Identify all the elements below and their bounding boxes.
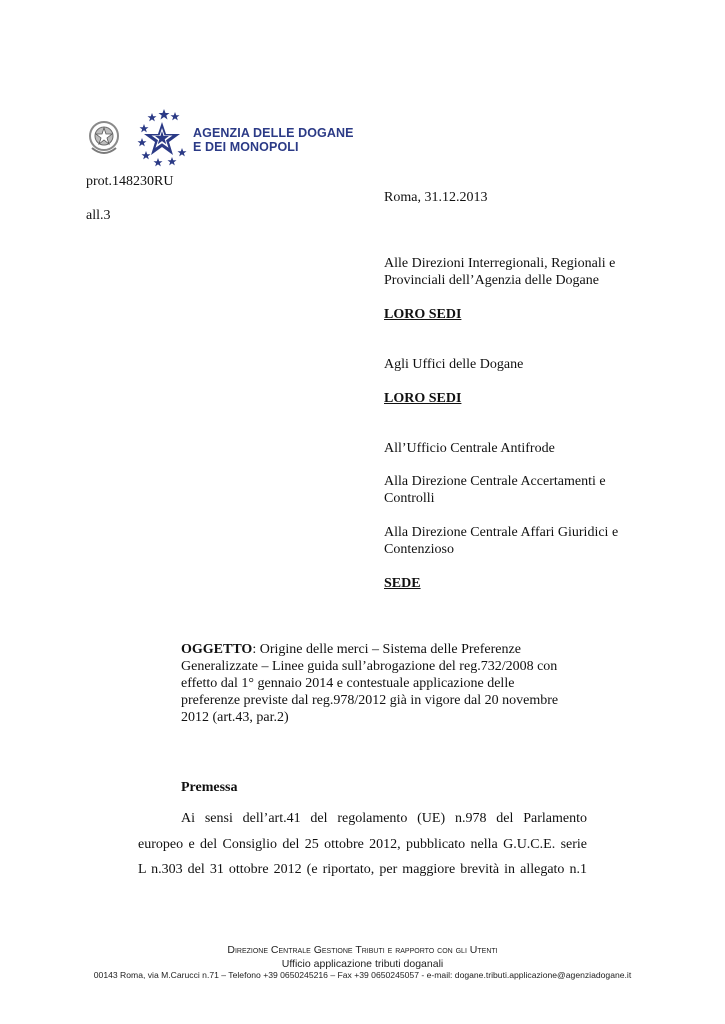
recipient-3-line1: All’Ufficio Centrale Antifrode	[384, 441, 555, 456]
subject-line4: preferenze previste dal reg.978/2012 già in vigore dal 20 novembre	[181, 693, 559, 708]
recipient-5-line1: Alla Direzione Centrale Affari Giuridici e	[384, 525, 619, 540]
subject-block	[181, 641, 591, 726]
footer-office: Ufficio applicazione tributi doganali	[281, 958, 444, 970]
recipient-4	[384, 473, 644, 507]
star-logo-icon	[134, 106, 190, 168]
subject-line1: : Origine delle merci – Sistema delle Preferenze	[252, 642, 521, 657]
agency-name-line1: AGENZIA DELLE DOGANE	[193, 126, 354, 140]
recipient-5-line2: Contenzioso	[384, 542, 454, 557]
recipient-2-sede: LORO SEDI	[384, 391, 462, 406]
subject-line5: 2012 (art.43, par.2)	[181, 710, 289, 725]
footer-contacts: 00143 Roma, via M.Carucci n.71 – Telefono +39 0650245216 – Fax +39 0650245057 - e-mail: dogane.tributi.applicazione@agenziadogane.it	[93, 970, 632, 980]
paragraph-1-line2: europeo e del Consiglio del 25 ottobre 2012, pubblicato nella G.U.C.E. serie	[138, 836, 587, 852]
recipient-1-sede: LORO SEDI	[384, 307, 462, 322]
recipient-1-line1: Alle Direzioni Interregionali, Regionali e	[384, 256, 616, 271]
attachments-count: all.3	[86, 208, 111, 223]
letterhead	[86, 106, 356, 170]
subject-line2: Generalizzate – Linee guida sull’abrogazione del reg.732/2008 con	[181, 659, 558, 674]
recipient-5-sede: SEDE	[384, 576, 421, 591]
subject-line3: effetto dal 1° gennaio 2014 e contestuale applicazione delle	[181, 676, 515, 691]
paragraph-1	[138, 806, 587, 883]
recipient-2-line1: Agli Uffici delle Dogane	[384, 357, 524, 372]
recipient-block	[384, 255, 644, 289]
italian-republic-emblem-icon	[86, 118, 122, 158]
recipient-4-line1: Alla Direzione Centrale Accertamenti e	[384, 474, 606, 489]
recipient-4-line2: Controlli	[384, 491, 435, 506]
place-date: Roma, 31.12.2013	[384, 190, 488, 205]
footer-department: Direzione Centrale Gestione Tributi e rapporto con gli Utenti	[227, 944, 498, 956]
agency-name-line2: E DEI MONOPOLI	[193, 140, 299, 154]
section-heading: Premessa	[181, 780, 238, 795]
paragraph-1-line1: Ai sensi dell’art.41 del regolamento (UE) n.978 del Parlamento	[181, 811, 587, 826]
subject-label: OGGETTO	[181, 642, 253, 657]
recipient-5	[384, 524, 644, 558]
recipient-1-line2: Provinciali dell’Agenzia delle Dogane	[384, 273, 599, 288]
protocol-number: prot.148230RU	[86, 174, 174, 189]
paragraph-1-line3: L n.303 del 31 ottobre 2012 (e riportato, per maggiore brevità in allegato n.1	[138, 862, 587, 877]
